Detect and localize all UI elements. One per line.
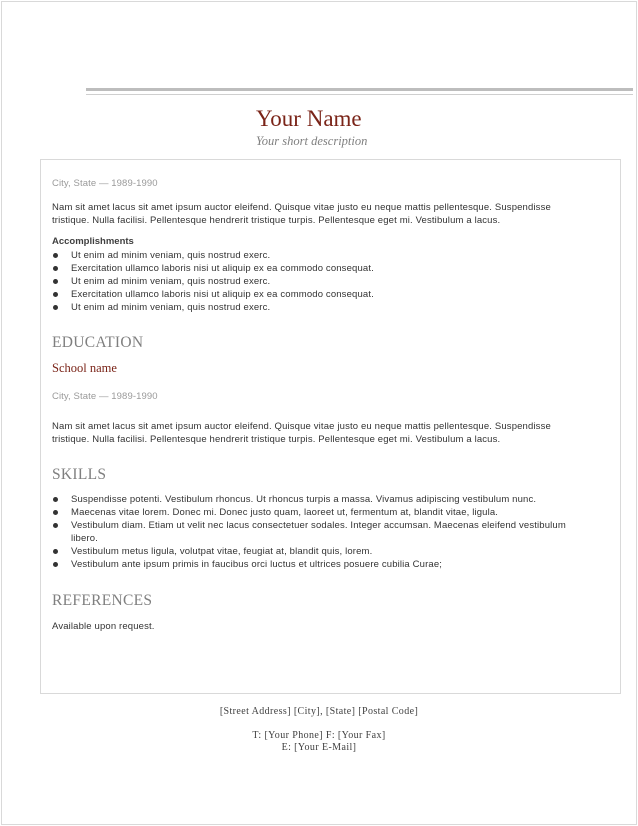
top-rule — [86, 88, 633, 91]
accomplishments-heading: Accomplishments — [52, 236, 134, 247]
bullet-icon — [53, 279, 58, 284]
bullet-icon — [53, 523, 58, 528]
bullet-icon — [53, 510, 58, 515]
experience-location-dates: City, State — 1989-1990 — [52, 178, 158, 189]
accomplishments-list — [52, 249, 612, 314]
bullet-icon — [53, 549, 58, 554]
list-item: Ut enim ad minim veniam, quis nostrud exerc. — [52, 275, 612, 288]
experience-paragraph — [52, 201, 551, 227]
bullet-icon — [53, 266, 58, 271]
skills-title: SKILLS — [52, 466, 107, 483]
footer-email: E: [Your E-Mail] — [281, 742, 357, 753]
list-item: Exercitation ullamco laboris nisi ut aliquip ex ea commodo consequat. — [52, 288, 612, 301]
education-title: EDUCATION — [52, 334, 144, 351]
bullet-icon — [53, 253, 58, 258]
school-name: School name — [52, 361, 117, 375]
references-text: Available upon request. — [52, 621, 155, 632]
resume-body — [40, 159, 621, 694]
list-item-continuation: libero. — [71, 533, 98, 544]
list-item: Exercitation ullamco laboris nisi ut aliquip ex ea commodo consequat. — [52, 262, 612, 275]
education-location-dates: City, State — 1989-1990 — [52, 391, 158, 402]
education-paragraph-line: Nam sit amet lacus sit amet ipsum auctor eleifend. Quisque vitae justo eu neque mattis pellentesque. Suspendisse — [52, 421, 551, 432]
bullet-icon — [53, 497, 58, 502]
bullet-icon — [53, 305, 58, 310]
short-description: Your short description — [256, 134, 368, 148]
list-item: Suspendisse potenti. Vestibulum rhoncus. Ut rhoncus turpis a massa. Vivamus adipiscing vestibulum nunc. — [52, 493, 612, 506]
references-title: REFERENCES — [52, 592, 153, 609]
list-item: Vestibulum metus ligula, volutpat vitae, feugiat at, blandit quis, lorem. — [52, 545, 612, 558]
list-item: Vestibulum diam. Etiam ut velit nec lacus consectetuer sodales. Integer accumsan. Maecenas eleifend vestibulum — [52, 519, 612, 532]
skills-list — [52, 493, 612, 571]
education-paragraph — [52, 420, 551, 446]
bullet-icon — [53, 292, 58, 297]
experience-paragraph-line: Nam sit amet lacus sit amet ipsum auctor eleifend. Quisque vitae justo eu neque mattis pellentesque. Suspendisse — [52, 202, 551, 213]
footer-phone-fax: T: [Your Phone] F: [Your Fax] — [252, 730, 386, 741]
your-name: Your Name — [256, 106, 362, 131]
experience-paragraph-line: tristique. Nulla facilisi. Pellentesque hendrerit tristique turpis. Pellentesque eget mi. Vestibulum a lacus. — [52, 215, 501, 226]
list-item: Vestibulum ante ipsum primis in faucibus orci luctus et ultrices posuere cubilia Curae; — [52, 558, 612, 571]
education-paragraph-line: tristique. Nulla facilisi. Pellentesque hendrerit tristique turpis. Pellentesque eget mi. Vestibulum a lacus. — [52, 434, 501, 445]
bullet-icon — [53, 562, 58, 567]
list-item: Ut enim ad minim veniam, quis nostrud exerc. — [52, 301, 612, 314]
footer-address: [Street Address] [City], [State] [Postal Code] — [219, 706, 419, 717]
list-item: Ut enim ad minim veniam, quis nostrud exerc. — [52, 249, 612, 262]
top-rule-thin — [86, 94, 633, 95]
list-item: Maecenas vitae lorem. Donec mi. Donec justo quam, laoreet ut, fermentum at, blandit vitae, ligula. — [52, 506, 612, 519]
